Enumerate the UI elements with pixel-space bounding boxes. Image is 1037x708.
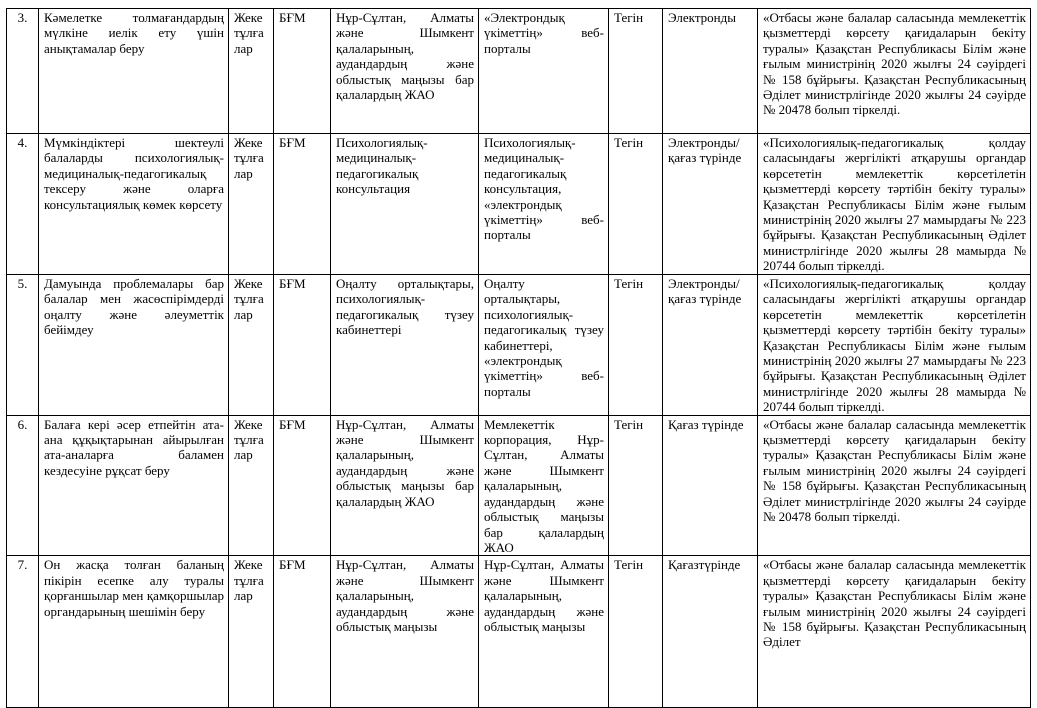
row-number-cell: 5.: [7, 275, 39, 416]
recipient-cell: Жеке тұлғалар: [229, 275, 274, 416]
provider-cell: Нұр-Сұлтан, Алматы және Шымкент қалаларының, аудандардың және облыстық маңызы бар қалалардың ЖАО: [331, 9, 479, 134]
government-services-table: [6, 8, 1031, 708]
form-cell: Қағаз түрінде: [663, 415, 758, 556]
fee-cell: Тегін: [609, 415, 663, 556]
channel-cell: Психологиялық-медициналық-педагогикалық консультация, «электрондық үкіметтің» веб-порталы: [479, 134, 609, 275]
service-name-cell: Балаға кері әсер етпейтін ата-ана құқықтарынан айырылған ата-аналарға баламен кездесуіне рұқсат беру: [39, 415, 229, 556]
legal-basis-cell: «Психологиялық-педагогикалық қолдау саласындағы жергілікті атқарушы органдар көрсететін мемлекеттік көрсетілетін қызметтерді көрсету тәртібін бекіту туралы» Қазақстан Республикасы Білім және ғылым министрінің 2020 жылғы 27 мамырдағы № 223 бұйрығы. Қазақстан Республикасының Әділет министрлігінде 2020 жылғы 28 мамырда № 20744 болып тіркелді.: [758, 275, 1031, 416]
ministry-cell: БҒМ: [274, 415, 331, 556]
provider-cell: Психологиялық-медициналық-педагогикалық консультация: [331, 134, 479, 275]
service-name-cell: Мүмкіндіктері шектеулі балаларды психологиялық-медициналық-педагогикалық тексеру және оларға консультациялық көмек көрсету: [39, 134, 229, 275]
recipient-cell: Жеке тұлғалар: [229, 415, 274, 556]
service-name-cell: Он жасқа толған баланың пікірін есепке алу туралы қорғаншылар мен қамқоршылар органдарының шешімін беру: [39, 556, 229, 708]
provider-cell: Нұр-Сұлтан, Алматы және Шымкент қалаларының, аудандардың және облыстық маңызы бар қалалардың ЖАО: [331, 415, 479, 556]
provider-cell: Оңалту орталықтары, психологиялық-педагогикалық түзеу кабинеттері: [331, 275, 479, 416]
ministry-cell: БҒМ: [274, 9, 331, 134]
fee-cell: Тегін: [609, 9, 663, 134]
recipient-cell: Жеке тұлғалар: [229, 9, 274, 134]
legal-basis-cell: «Отбасы және балалар саласында мемлекеттік қызметтерді көрсету қағидаларын бекіту туралы» Қазақстан Республикасы Білім және ғылым министрінің 2020 жылғы 24 сәуірдегі № 158 бұйрығы. Қазақстан Республикасының Әділет: [758, 556, 1031, 708]
table-row: [7, 134, 1031, 275]
form-cell: Қағазтүрінде: [663, 556, 758, 708]
channel-cell: «Электрондық үкіметтің» веб-порталы: [479, 9, 609, 134]
table-row: [7, 415, 1031, 556]
row-number-cell: 7.: [7, 556, 39, 708]
fee-cell: Тегін: [609, 556, 663, 708]
ministry-cell: БҒМ: [274, 556, 331, 708]
form-cell: Электронды/ қағаз түрінде: [663, 134, 758, 275]
legal-basis-cell: «Отбасы және балалар саласында мемлекеттік қызметтерді көрсету қағидаларын бекіту туралы» Қазақстан Республикасы Білім және ғылым министрінің 2020 жылғы 24 сәуірдегі № 158 бұйрығы. Қазақстан Республикасының Әділет министрлігінде 2020 жылғы 24 сәуірде № 20478 болып тіркелді.: [758, 415, 1031, 556]
fee-cell: Тегін: [609, 134, 663, 275]
table-row: [7, 556, 1031, 708]
channel-cell: Мемлекеттік корпорация, Нұр-Сұлтан, Алматы және Шымкент қалаларының, аудандардың және облыстық маңызы бар қалалардың ЖАО: [479, 415, 609, 556]
table-row: [7, 275, 1031, 416]
recipient-cell: Жеке тұлғалар: [229, 134, 274, 275]
legal-basis-cell: «Отбасы және балалар саласында мемлекеттік қызметтерді көрсету қағидаларын бекіту туралы» Қазақстан Республикасы Білім және ғылым министрінің 2020 жылғы 24 сәуірдегі № 158 бұйрығы. Қазақстан Республикасының Әділет министрлігінде 2020 жылғы 24 сәуірде № 20478 болып тіркелді.: [758, 9, 1031, 134]
row-number-cell: 4.: [7, 134, 39, 275]
fee-cell: Тегін: [609, 275, 663, 416]
service-name-cell: Кәмелетке толмағандардың мүлкіне иелік ету үшін анықтамалар беру: [39, 9, 229, 134]
service-name-cell: Дамуында проблемалары бар балалар мен жасөспірімдерді оңалту және әлеуметтік бейімдеу: [39, 275, 229, 416]
recipient-cell: Жеке тұлғалар: [229, 556, 274, 708]
channel-cell: Нұр-Сұлтан, Алматы және Шымкент қалаларының, аудандардың және облыстық маңызы: [479, 556, 609, 708]
ministry-cell: БҒМ: [274, 134, 331, 275]
row-number-cell: 3.: [7, 9, 39, 134]
table-row: [7, 9, 1031, 134]
channel-cell: Оңалту орталықтары, психологиялық-педагогикалық түзеу кабинеттері, «электрондық үкіметтің» веб-порталы: [479, 275, 609, 416]
form-cell: Электронды: [663, 9, 758, 134]
form-cell: Электронды/ қағаз түрінде: [663, 275, 758, 416]
ministry-cell: БҒМ: [274, 275, 331, 416]
row-number-cell: 6.: [7, 415, 39, 556]
provider-cell: Нұр-Сұлтан, Алматы және Шымкент қалаларының, аудандардың және облыстық маңызы: [331, 556, 479, 708]
legal-basis-cell: «Психологиялық-педагогикалық қолдау саласындағы жергілікті атқарушы органдар көрсететін мемлекеттік көрсетілетін қызметтерді көрсету тәртібін бекіту туралы» Қазақстан Республикасы Білім және ғылым министрінің 2020 жылғы 27 мамырдағы № 223 бұйрығы. Қазақстан Республикасының Әділет министрлігінде 2020 жылғы 28 мамырда № 20744 болып тіркелді.: [758, 134, 1031, 275]
